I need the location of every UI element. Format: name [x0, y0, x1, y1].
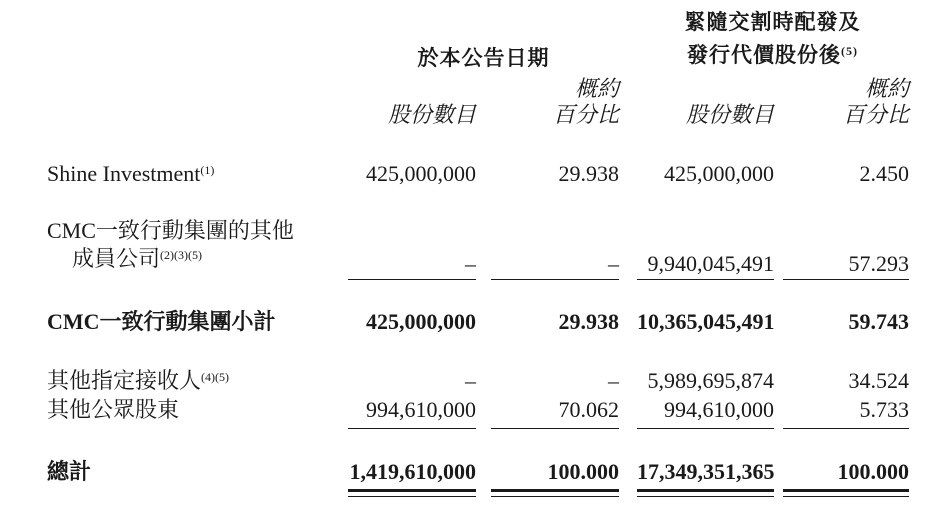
cell-percent-current: –: [491, 217, 619, 280]
cell-percent-after: 100.000: [783, 458, 909, 497]
row-label: [47, 217, 348, 280]
row-label: 其他公眾股東: [47, 397, 180, 422]
col-group-after-completion-title: [630, 6, 915, 72]
cell-percent-current: 100.000: [491, 458, 619, 497]
row-label: CMC一致行動集團小計: [47, 309, 276, 334]
cell-percent-after: 34.524: [848, 368, 909, 393]
row-label: 總計: [47, 459, 92, 484]
cell-shares-after: 17,349,351,365: [637, 458, 774, 497]
table-row-total: [0, 458, 941, 497]
subheader-approx-current: 概約: [574, 76, 619, 101]
subheader-percent-current: 百分比: [552, 102, 619, 127]
col-group-current-title: [348, 42, 619, 75]
subheader-shares-current: 股份數目: [387, 102, 476, 127]
subheader-spacer: [47, 102, 348, 128]
table-row-shine-investment: [0, 160, 941, 188]
subheader-approx-after: 概約: [864, 76, 909, 101]
subheader-approx-row: [0, 76, 941, 102]
cell-shares-current: 994,610,000: [348, 396, 476, 429]
footnote-sup-5: (5): [841, 44, 858, 58]
cell-shares-after: 10,365,045,491: [637, 309, 775, 334]
footnote-sup-1: (1): [200, 163, 215, 177]
cell-shares-after: 9,940,045,491: [637, 217, 774, 280]
cell-shares-after: 994,610,000: [637, 396, 774, 429]
subheader-percent-after: 百分比: [842, 102, 909, 127]
row-label-line1: CMC一致行動集團的其他: [47, 218, 294, 243]
cell-percent-current: –: [608, 368, 619, 393]
cell-percent-after: 57.293: [783, 217, 909, 280]
table-row-cmc-subtotal: [0, 308, 941, 336]
col-group-current-title-text: 於本公告日期: [417, 46, 550, 70]
cell-percent-after: 2.450: [859, 161, 909, 186]
table-row-other-designated-recipients: [0, 367, 941, 395]
cell-shares-current: 425,000,000: [366, 309, 476, 334]
footnote-sup-2-3-5: (2)(3)(5): [160, 248, 202, 262]
table-row-cmc-other-members: [0, 217, 941, 280]
subheader-spacer: [47, 76, 348, 102]
footnote-sup-4-5: (4)(5): [201, 370, 229, 384]
subheader-shares-after: 股份數目: [685, 102, 774, 127]
cell-shares-after: 425,000,000: [664, 161, 774, 186]
row-label-line2: 成員公司$^{(2)(3)(5)}$: [72, 246, 202, 271]
row-label: 其他指定接收人$^{(4)(5)}$: [47, 368, 229, 393]
col-group-after-title-line1: 緊隨交割時配發及: [684, 10, 861, 34]
cell-percent-current: 29.938: [558, 309, 619, 334]
cell-percent-after: 5.733: [783, 396, 909, 429]
row-label: Shine Investment$^{(1)}$: [47, 161, 215, 186]
col-group-after-title-line2: 發行代價股份後$^{(5)}$: [687, 43, 858, 67]
cell-shares-after: 5,989,695,874: [647, 368, 774, 393]
table-row-other-public-shareholders: [0, 396, 941, 429]
cell-percent-after: 59.743: [848, 309, 909, 334]
cell-shares-current: 1,419,610,000: [348, 458, 476, 497]
subheader-main-row: [0, 102, 941, 128]
cell-shares-current: –: [465, 368, 476, 393]
cell-percent-current: 70.062: [491, 396, 619, 429]
cell-percent-current: 29.938: [558, 161, 619, 186]
cell-shares-current: 425,000,000: [366, 161, 476, 186]
cell-shares-current: –: [348, 217, 476, 280]
